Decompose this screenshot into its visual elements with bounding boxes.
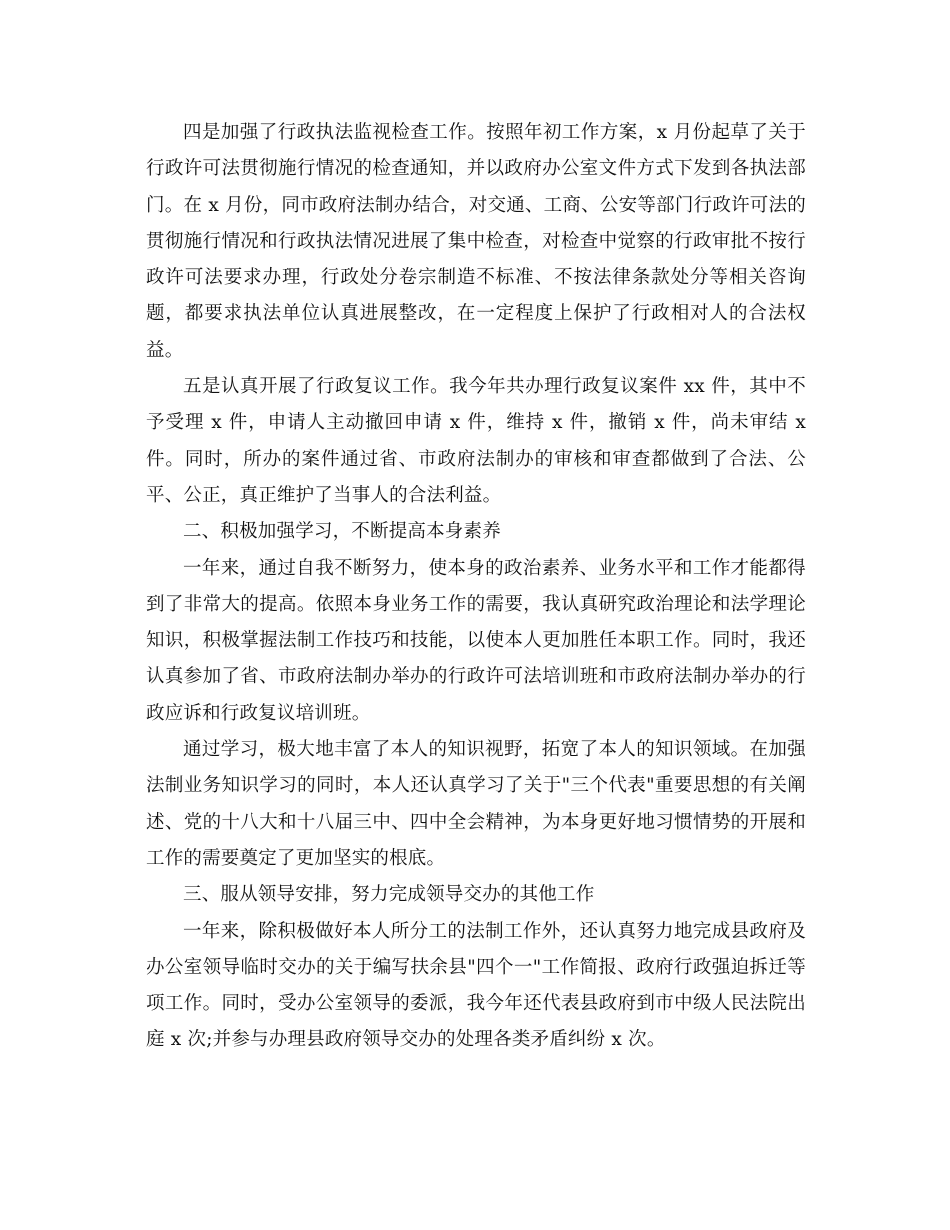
paragraph-learning-results: 通过学习，极大地丰富了本人的知识视野，拓宽了本人的知识领域。在加强法制业务知识学习的同时，本人还认真学习了关于"三个代表"重要思想的有关阐述、党的十八大和十八届三中、四中全会精神，为本身更好地习惯情势的开展和工作的需要奠定了更加坚实的根底。 — [146, 739, 806, 869]
paragraph-administrative-review: 五是认真开展了行政复议工作。我今年共办理行政复议案件 xx 件，其中不予受理 x 件，申请人主动撤回申请 x 件，维持 x 件，撤销 x 件，尚未审结 x 件。同时，所办的案件通过省、市政府法制办的审核和审查都做到了合法、公平、公正，真正维护了当事人的合法利益。 — [146, 376, 806, 506]
paragraph-inspection-work: 四是加强了行政执法监视检查工作。按照年初工作方案，x 月份起草了关于行政许可法贯彻施行情况的检查通知，并以政府办公室文件方式下发到各执法部门。在 x 月份，同市政府法制办结合，对交通、工商、公安等部门行政许可法的贯彻施行情况和行政执法情况进展了集中检查，对检查中觉察的行政审批不按行政许可法要求办理，行政处分卷宗制造不标准、不按法律条款处分等相关咨询题，都要求执法单位认真进展整改，在一定程度上保护了行政相对人的合法权益。 — [146, 122, 806, 361]
paragraph-assigned-tasks: 一年来，除积极做好本人所分工的法制工作外，还认真努力地完成县政府及办公室领导临时交办的关于编写扶余县"四个一"工作简报、政府行政强迫拆迁等项工作。同时，受办公室领导的委派，我今年还代表县政府到市中级人民法院出庭 x 次;并参与办理县政府领导交办的处理各类矛盾纠纷 x 次。 — [146, 920, 806, 1051]
section-heading-other-work: 三、服从领导安排，努力完成领导交办的其他工作 — [183, 884, 595, 906]
document-body — [146, 115, 806, 1059]
section-heading-study: 二、积极加强学习，不断提高本身素养 — [183, 521, 501, 543]
paragraph-self-improvement: 一年来，通过自我不断努力，使本身的政治素养、业务水平和工作才能都得到了非常大的提高。依照本身业务工作的需要，我认真研究政治理论和法学理论知识，积极掌握法制工作技巧和技能，以使本人更加胜任本职工作。同时，我还认真参加了省、市政府法制办举办的行政许可法培训班和市政府法制办举办的行政应诉和行政复议培训班。 — [146, 557, 806, 724]
